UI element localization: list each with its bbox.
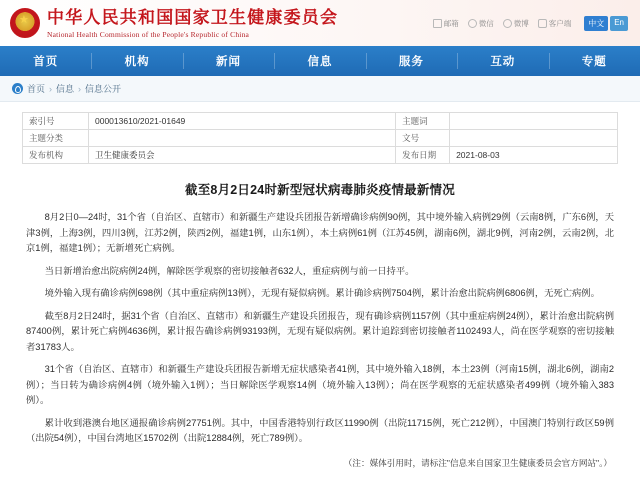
article-paragraph: 截至8月2日24时，据31个省（自治区、直辖市）和新疆生产建设兵团报告，现有确诊病例1157例（其中重症病例24例），累计治愈出院病例87400例，累计死亡病例4636例，累计报告确诊病例93193例，无现有疑似病例。累计追踪到密切接触者1102493人，尚在医学观察的密切接触者31783人。 [26,310,614,352]
utility-wechat-label: 微信 [478,18,494,28]
meta-label-publishdate: 发布日期 [396,147,450,164]
nav-item-information[interactable]: 信息 [274,46,365,76]
article-paragraph: 当日新增治愈出院病例24例，解除医学观察的密切接触者632人，重症病例与前一日持平。 [44,265,415,276]
breadcrumb-separator-2: › [78,83,82,94]
nav-item-topics[interactable]: 专题 [549,46,640,76]
app-icon [538,19,547,28]
language-cn[interactable]: 中文 [584,16,608,31]
nav-item-interaction[interactable]: 互动 [457,46,548,76]
site-title-cn: 中华人民共和国国家卫生健康委员会 [47,7,339,27]
meta-value-index: 000013610/2021-01649 [89,113,396,130]
wechat-icon [468,19,477,28]
meta-label-docnumber: 文号 [396,130,450,147]
nav-item-home[interactable]: 首页 [33,56,59,68]
breadcrumb-item-information[interactable]: 信息 [56,84,75,94]
location-icon [12,83,23,94]
meta-value-publisher: 卫生健康委员会 [89,147,396,164]
table-row [23,113,618,130]
mail-icon [433,19,442,28]
meta-value-publishdate: 2021-08-03 [450,147,618,164]
nav-item-services[interactable]: 服务 [366,46,457,76]
meta-value-docnumber [450,130,618,147]
nav-item-organization[interactable]: 机构 [91,46,182,76]
language-switcher[interactable] [584,16,628,31]
national-emblem-icon: ★ [10,8,40,38]
article-paragraph: 累计收到港澳台地区通报确诊病例27751例。其中，中国香港特别行政区11990例（出院11715例，死亡212例），中国澳门特别行政区59例（出院54例），中国台湾地区15702例（出院12884例，死亡789例）。 [26,417,614,443]
meta-label-category: 主题分类 [23,130,89,147]
breadcrumb [0,76,640,102]
utility-mail[interactable] [433,18,459,29]
article-note: （注：媒体引用时，请标注"信息来自国家卫生健康委员会官方网站"。） [343,457,612,468]
breadcrumb-item-home[interactable]: 首页 [27,84,46,94]
table-row [23,147,618,164]
weibo-icon [503,19,512,28]
article-paragraph: 31个省（自治区、直辖市）和新疆生产建设兵团报告新增无症状感染者41例，其中境外输入18例，本土23例（河南15例，湖北6例，湖南2例）；当日转为确诊病例4例（境外输入1例）；当日解除医学观察14例（境外输入13例）；尚在医学观察的无症状感染者499例（境外输入383例）。 [26,364,614,405]
site-title-en: National Health Commission of the People's Republic of China [47,29,250,39]
article-body [26,210,614,447]
utility-app-label: 客户端 [548,18,572,28]
page-title: 截至8月2日24时新型冠状病毒肺炎疫情最新情况 [185,183,455,197]
utility-mail-label: 邮箱 [443,18,459,28]
article-paragraph: 境外输入现有确诊病例698例（其中重症病例13例），无现有疑似病例。累计确诊病例7504例，累计治愈出院病例6806例，无死亡病例。 [44,288,600,298]
breadcrumb-item-public-info[interactable]: 信息公开 [85,84,122,94]
utility-weibo[interactable] [503,18,529,29]
meta-label-keywords: 主题词 [396,113,450,130]
document-metadata [0,102,640,164]
article-paragraph: 8月2日0—24时，31个省（自治区、直辖市）和新疆生产建设兵团报告新增确诊病例90例，其中境外输入病例29例（云南8例，广东6例，天津3例，上海3例，四川3例，江苏2例，陕西2例，福建1例，山东1例），本土病例61例（江苏45例，湖南6例，湖北9例，河南2例，云南2例，北京1例，福建1例）；无新增死亡病例。 [26,212,614,253]
site-header [0,0,640,46]
utility-weibo-label: 微博 [513,18,529,28]
breadcrumb-separator-1: › [49,83,53,94]
meta-label-index: 索引号 [23,113,89,130]
meta-value-keywords [450,113,618,130]
nav-item-news[interactable]: 新闻 [183,46,274,76]
meta-value-category [89,130,396,147]
table-row [23,130,618,147]
header-utilities [433,16,630,31]
main-navigation [0,46,640,76]
utility-app[interactable] [538,18,572,29]
meta-label-publisher: 发布机构 [23,147,89,164]
article [0,180,640,469]
language-en[interactable]: En [610,16,628,31]
utility-wechat[interactable] [468,18,494,29]
site-title-block [47,8,338,39]
